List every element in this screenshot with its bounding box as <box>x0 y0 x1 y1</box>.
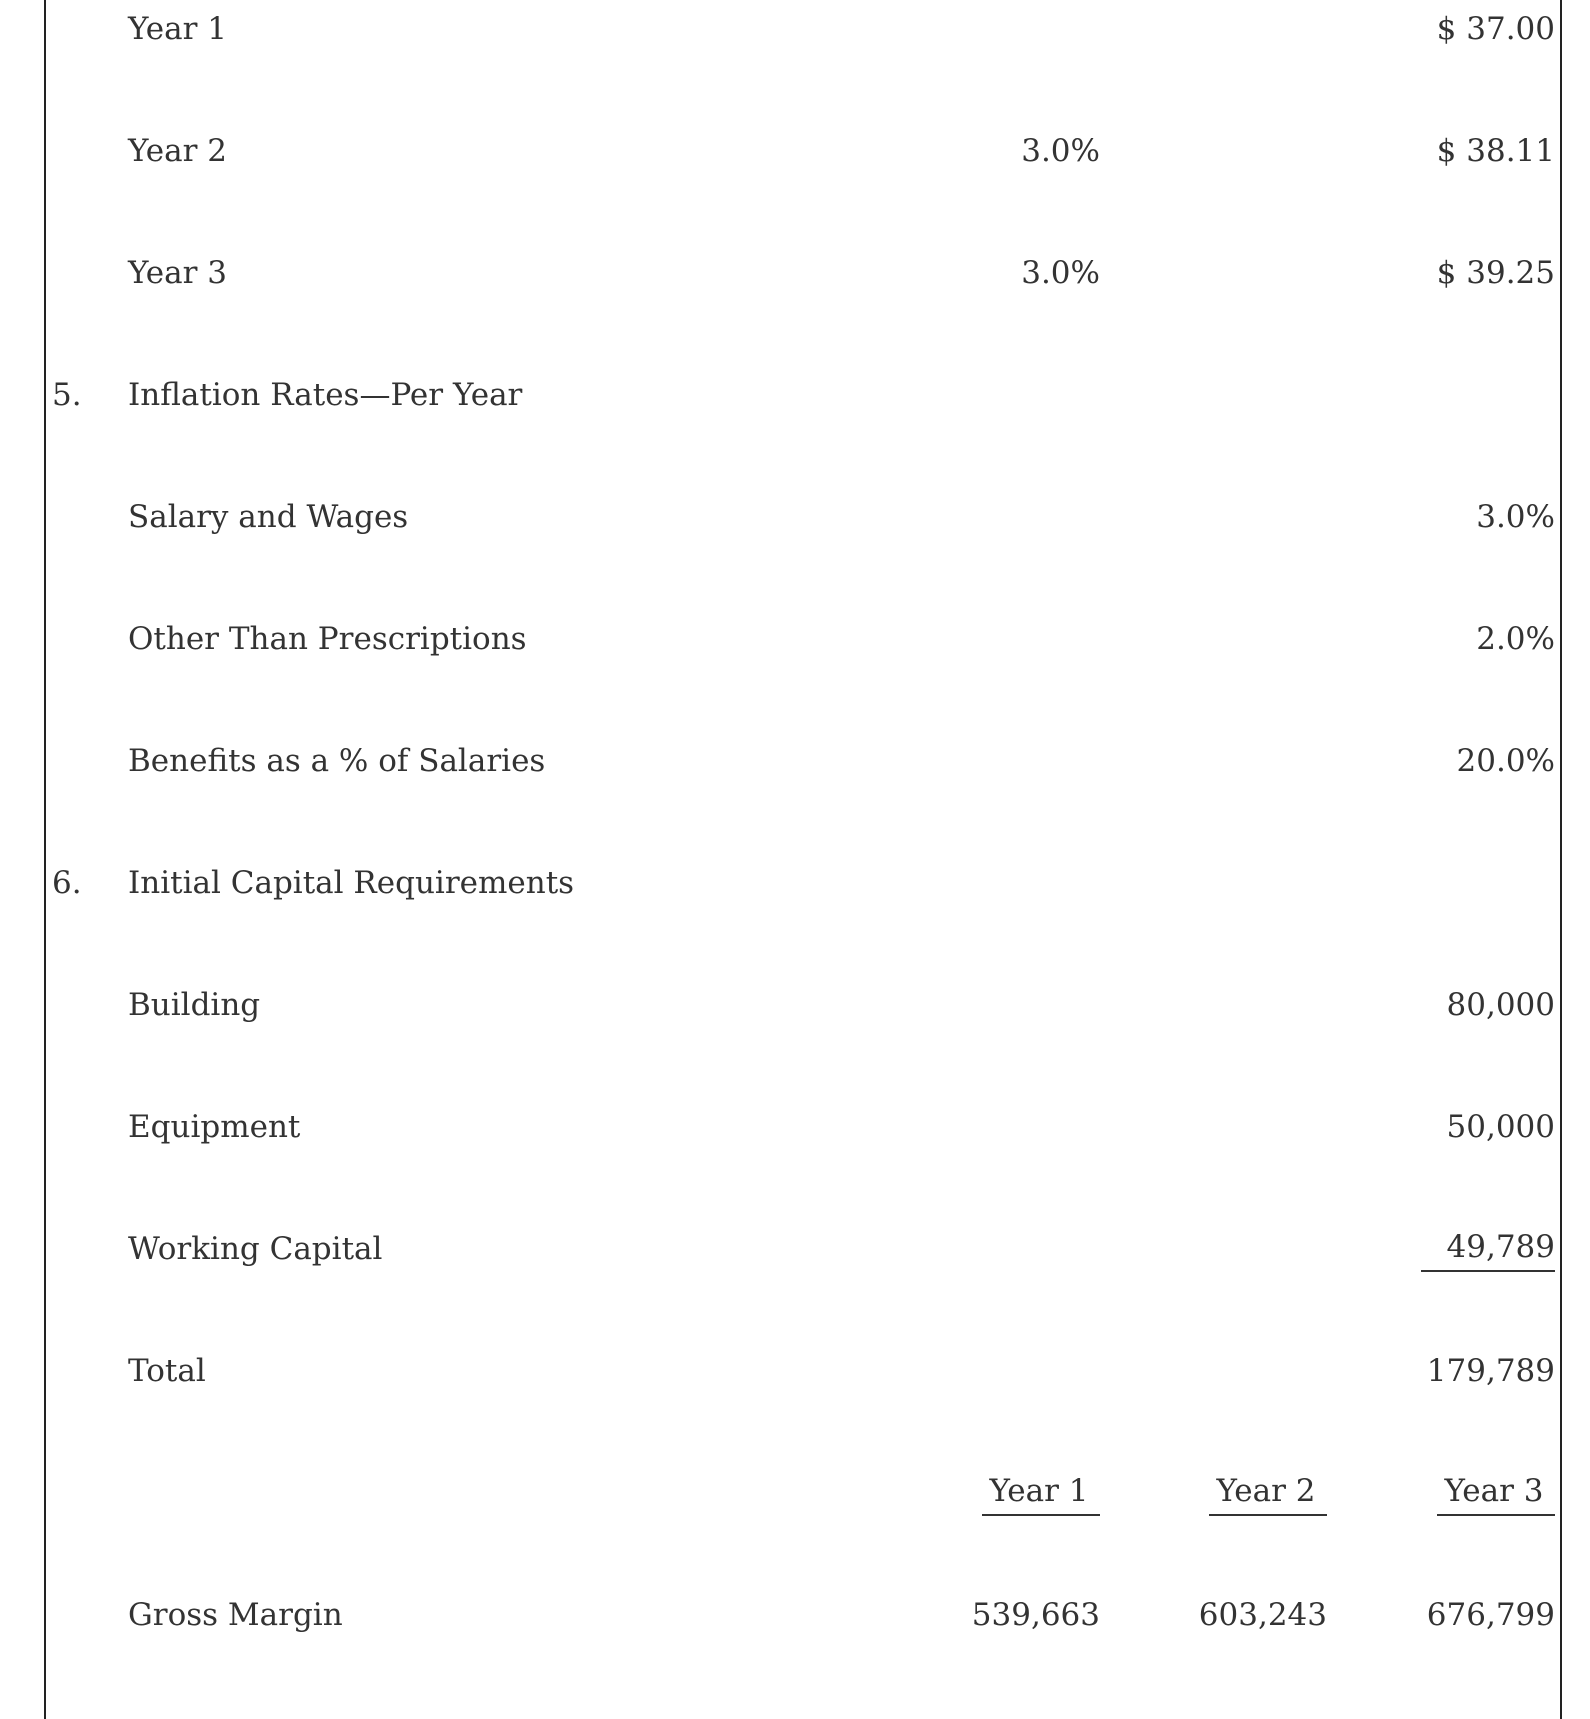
row-label: Building <box>128 987 261 1023</box>
row-label: Salary and Wages <box>128 499 409 535</box>
row-value: $ 39.25 <box>1436 255 1555 291</box>
section-number: 5. <box>52 377 82 413</box>
row-rate: 3.0% <box>1021 133 1100 169</box>
table-row <box>0 1102 1590 1152</box>
table-row-total <box>0 1346 1590 1396</box>
column-header-year-3: Year 3 <box>1437 1468 1555 1516</box>
table-row <box>0 614 1590 664</box>
table-row <box>0 492 1590 542</box>
row-value: 50,000 <box>1446 1109 1555 1145</box>
row-value: 2.0% <box>1476 621 1555 657</box>
section-heading <box>0 858 1590 908</box>
gross-margin-year-2: 603,243 <box>1198 1597 1327 1633</box>
row-label: Working Capital <box>128 1231 383 1267</box>
row-label: Year 2 <box>128 133 227 169</box>
row-rate: 3.0% <box>1021 255 1100 291</box>
row-value: $ 38.11 <box>1436 133 1555 169</box>
gross-margin-year-3: 676,799 <box>1426 1597 1555 1633</box>
row-label: Gross Margin <box>128 1597 343 1633</box>
table-row <box>0 1224 1590 1274</box>
row-label: Benefits as a % of Salaries <box>128 743 546 779</box>
table-row <box>0 1590 1590 1640</box>
row-value: 80,000 <box>1446 987 1555 1023</box>
table-row <box>0 980 1590 1030</box>
row-value: 49,789 <box>1421 1224 1555 1272</box>
row-label: Other Than Prescriptions <box>128 621 527 657</box>
gross-margin-year-1: 539,663 <box>971 1597 1100 1633</box>
section-number: 6. <box>52 865 82 901</box>
table-row <box>0 4 1590 54</box>
row-label: Year 3 <box>128 255 227 291</box>
row-value: 179,789 <box>1426 1353 1555 1389</box>
row-label: Equipment <box>128 1109 301 1145</box>
column-header-year-2: Year 2 <box>1209 1468 1327 1516</box>
row-value: $ 37.00 <box>1436 11 1555 47</box>
column-header-year-1: Year 1 <box>982 1468 1100 1516</box>
section-heading <box>0 370 1590 420</box>
section-title: Inflation Rates—Per Year <box>128 377 523 413</box>
table-row <box>0 126 1590 176</box>
row-label: Total <box>128 1353 206 1389</box>
row-value: 3.0% <box>1476 499 1555 535</box>
section-title: Initial Capital Requirements <box>128 865 575 901</box>
row-value: 20.0% <box>1456 743 1555 779</box>
row-label: Year 1 <box>128 11 227 47</box>
table-row <box>0 736 1590 786</box>
table-row <box>0 248 1590 298</box>
column-headers <box>0 1468 1590 1518</box>
